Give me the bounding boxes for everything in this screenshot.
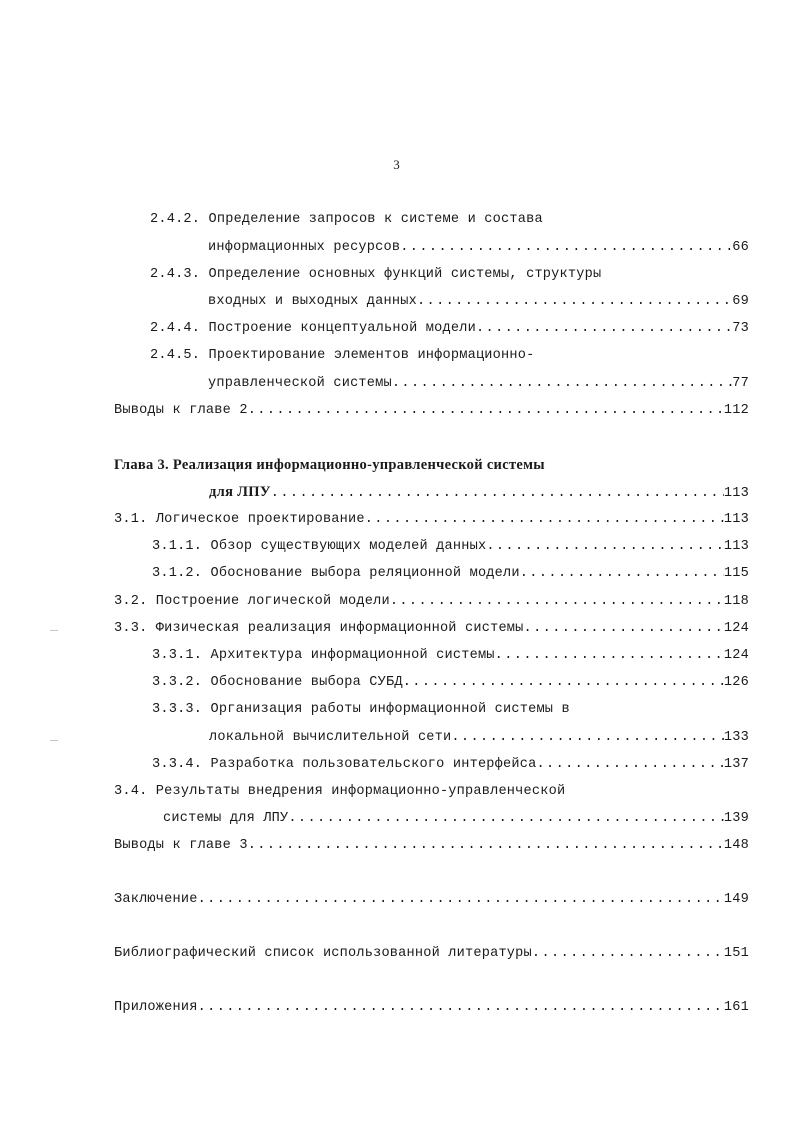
toc-entry-label: 3.2. Построение логической модели — [114, 594, 390, 609]
toc-entry-label: Библиографический список использованной литературы — [114, 946, 532, 961]
toc-entry-label: системы для ЛПУ — [163, 811, 289, 826]
toc-page-number: 151 — [723, 946, 749, 961]
toc-page-number: 139 — [723, 811, 749, 826]
leader-dots — [198, 891, 724, 909]
leader-dots — [495, 647, 724, 665]
leader-dots — [486, 538, 724, 556]
leader-dots — [288, 810, 724, 828]
toc-entry-appendices[interactable] — [114, 999, 749, 1017]
toc-entry-label: Выводы к главе 3 — [114, 838, 248, 853]
toc-page-number: 161 — [723, 1000, 749, 1015]
leader-dots — [476, 320, 732, 338]
toc-entry-3-4-line1: 3.4. Результаты внедрения информационно-управленческой — [114, 784, 566, 799]
toc-page-number: 66 — [732, 240, 749, 255]
toc-entry-label: Заключение — [114, 892, 198, 907]
leader-dots — [365, 511, 724, 529]
toc-entry-label: 2.4.4. Построение концептуальной модели — [150, 321, 476, 336]
leader-dots — [524, 620, 724, 638]
toc-entry-2-4-4[interactable] — [150, 320, 749, 338]
toc-entry-3-3[interactable] — [114, 620, 749, 638]
toc-page-number: 124 — [723, 621, 749, 636]
leader-dots — [403, 674, 724, 692]
toc-page-number: 112 — [723, 403, 749, 418]
leader-dots — [248, 402, 724, 420]
toc-entry-label: 3.1.2. Обоснование выбора реляционной модели — [152, 566, 520, 581]
toc-entry-label: 3.1. Логическое проектирование — [114, 512, 365, 527]
leader-dots — [198, 999, 724, 1017]
leader-dots — [248, 837, 724, 855]
toc-page-number: 126 — [723, 675, 749, 690]
toc-entry-2-4-2-line1: 2.4.2. Определение запросов к системе и состава — [150, 212, 543, 227]
toc-page-number: 113 — [723, 539, 749, 554]
toc-entry-3-3-1[interactable] — [152, 647, 749, 665]
toc-entry-2-4-3-line1: 2.4.3. Определение основных функций системы, структуры — [150, 267, 602, 282]
toc-entry-label: информационных ресурсов — [208, 240, 401, 255]
toc-entry-2-4-5[interactable] — [208, 375, 749, 393]
toc-page-number: 118 — [723, 594, 749, 609]
toc-entry-label: локальной вычислительной сети — [209, 730, 452, 745]
toc-entry-conclusions-ch2[interactable] — [114, 402, 749, 420]
toc-page-number: 77 — [732, 376, 749, 391]
leader-dots — [417, 293, 732, 311]
toc-chapter-3[interactable] — [209, 483, 749, 503]
toc-entry-3-3-3-line1: 3.3.3. Организация работы информационной системы в — [152, 702, 570, 717]
toc-entry-bibliography[interactable] — [114, 945, 749, 963]
toc-page-number: 148 — [723, 838, 749, 853]
leader-dots — [536, 756, 723, 774]
leader-dots — [451, 729, 724, 747]
toc-entry-label: 3.3.2. Обоснование выбора СУБД — [152, 675, 403, 690]
toc-page-number: 137 — [723, 757, 749, 772]
toc-chapter-3-line1: Глава 3. Реализация информационно-управленческой системы — [114, 457, 545, 473]
toc-entry-label: 3.3. Физическая реализация информационной системы — [114, 621, 524, 636]
toc-entry-2-4-5-line1: 2.4.5. Проектирование элементов информационно- — [150, 348, 535, 363]
leader-dots — [392, 375, 732, 393]
toc-entry-label: Выводы к главе 2 — [114, 403, 248, 418]
toc-page-number: 69 — [732, 294, 749, 309]
toc-entry-3-3-2[interactable] — [152, 674, 749, 692]
page-number: 3 — [393, 157, 400, 172]
toc-page-number: 133 — [723, 730, 749, 745]
toc-entry-conclusions-ch3[interactable] — [114, 837, 749, 855]
toc-entry-2-4-2[interactable] — [208, 239, 749, 257]
toc-entry-2-4-3[interactable] — [208, 293, 749, 311]
scan-margin-mark — [50, 630, 58, 631]
toc-entry-label: входных и выходных данных — [208, 294, 417, 309]
toc-entry-label: 3.3.4. Разработка пользовательского интерфейса — [152, 757, 537, 772]
toc-entry-label: управленческой системы — [208, 376, 392, 391]
toc-entry-label: 3.1.1. Обзор существующих моделей данных — [152, 539, 487, 554]
toc-entry-conclusion[interactable] — [114, 891, 749, 909]
toc-entry-3-2[interactable] — [114, 593, 749, 611]
toc-entry-label: 3.3.1. Архитектура информационной системы — [152, 648, 495, 663]
scan-margin-mark — [50, 740, 58, 741]
toc-page-number: 124 — [723, 648, 749, 663]
toc-page-number: 73 — [732, 321, 749, 336]
toc-entry-3-3-4[interactable] — [152, 756, 749, 774]
toc-entry-3-1-1[interactable] — [152, 538, 749, 556]
leader-dots — [520, 565, 724, 583]
toc-entry-label: для ЛПУ — [209, 484, 271, 500]
leader-dots — [271, 485, 724, 503]
leader-dots — [400, 239, 732, 257]
toc-page-number: 149 — [723, 892, 749, 907]
toc-page-number: 113 — [723, 486, 749, 501]
toc-page-number: 115 — [723, 566, 749, 581]
leader-dots — [532, 945, 724, 963]
toc-entry-label: Приложения — [114, 1000, 198, 1015]
toc-entry-3-1-2[interactable] — [152, 565, 749, 583]
toc-entry-3-1[interactable] — [114, 511, 749, 529]
leader-dots — [390, 593, 724, 611]
toc-page-number: 113 — [723, 512, 749, 527]
toc-entry-3-4[interactable] — [163, 810, 749, 828]
toc-entry-3-3-3[interactable] — [209, 729, 749, 747]
